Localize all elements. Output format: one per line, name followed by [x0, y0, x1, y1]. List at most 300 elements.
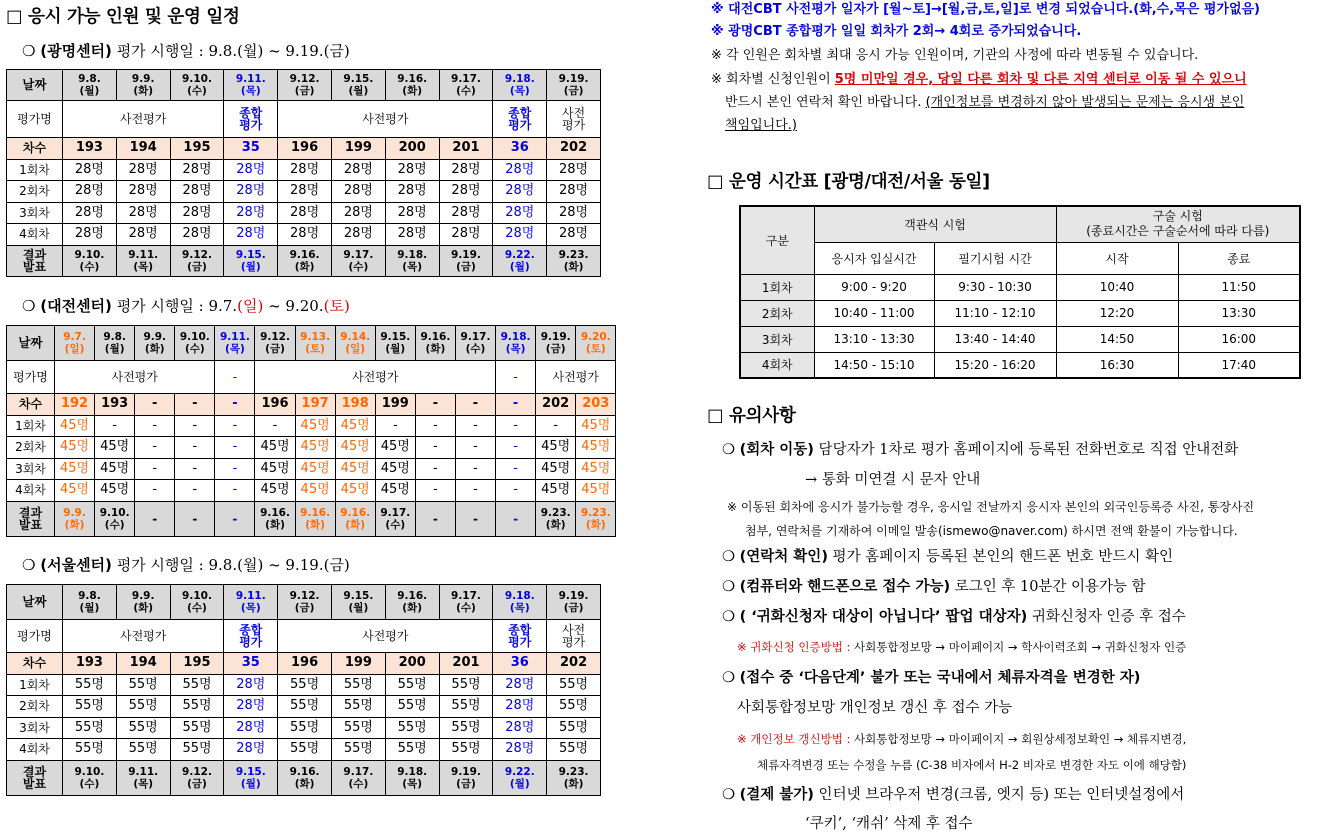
capacity-cell: 28명: [224, 159, 278, 181]
session-row: [7, 458, 616, 480]
result-cell: [385, 245, 439, 276]
line-1: 9.19.: [451, 765, 481, 778]
capacity-cell: 45명: [295, 437, 335, 459]
line-2: (월): [348, 85, 369, 97]
eval-row: [7, 101, 601, 138]
line-1: 9.11.: [219, 331, 250, 343]
line-2: (화): [402, 85, 423, 97]
eval-row: [7, 620, 601, 653]
date-cell: [224, 70, 278, 101]
line-1: 9.14.: [340, 331, 371, 343]
timetable-row: [740, 352, 1300, 378]
round-cell: 200: [385, 653, 439, 675]
line-2: (화): [265, 518, 285, 531]
eval-label: 평가명: [7, 620, 63, 653]
capacity-cell: 28명: [63, 202, 117, 224]
line-1: 9.15.: [235, 248, 266, 261]
capacity-cell: 45명: [295, 480, 335, 502]
line-2: (목): [509, 602, 530, 614]
session-row: [7, 202, 601, 224]
capacity-cell: 28명: [63, 181, 117, 203]
center-name: (광명센터): [40, 42, 112, 60]
capacity-cell: 55명: [331, 674, 385, 696]
result-cell: [224, 245, 278, 276]
header-entry-time: 응시자 입실시간: [814, 242, 934, 274]
capacity-cell: 45명: [335, 437, 375, 459]
capacity-cell: 28명: [278, 224, 332, 246]
result-cell: [224, 760, 278, 795]
round-label: 차수: [7, 138, 63, 160]
date-row: [7, 326, 616, 361]
line-2: (금): [294, 602, 315, 614]
eval-pre: 사전평가: [278, 101, 493, 138]
date-cell: [335, 326, 375, 361]
line-1: 9.10.: [99, 506, 130, 519]
line-1: 9.18.: [504, 590, 535, 602]
eval-row: [7, 361, 616, 394]
round-row: [7, 138, 601, 160]
capacity-cell: 28명: [493, 181, 547, 203]
round-row: [7, 394, 616, 416]
result-date: -: [192, 511, 198, 526]
capacity-cell: 45명: [576, 480, 616, 502]
session-label: 1회차: [740, 274, 814, 300]
result-cell: [63, 245, 117, 276]
capacity-cell: -: [536, 415, 576, 437]
round-cell: 199: [331, 653, 385, 675]
line-2: (수): [104, 518, 125, 531]
time-cell: 16:00: [1178, 326, 1300, 352]
gwangmyeong-schedule-table: [6, 69, 601, 277]
eval-pre: 사전평가: [255, 361, 496, 394]
date-cell: [278, 585, 332, 620]
line-2: 발표: [22, 776, 47, 791]
date-cell: [224, 585, 278, 620]
capacity-cell: 45명: [576, 458, 616, 480]
round-cell: 36: [493, 653, 547, 675]
result-cell: [335, 501, 375, 536]
result-cell: [385, 760, 439, 795]
date-cell: [278, 70, 332, 101]
time-cell: 13:30: [1178, 300, 1300, 326]
line-2: (수): [385, 518, 406, 531]
date-cell: [55, 326, 95, 361]
session-label: 4회차: [7, 224, 63, 246]
date-label: 날짜: [7, 70, 63, 101]
header-start: 시작: [1056, 242, 1178, 274]
capacity-cell: -: [375, 415, 415, 437]
date-cell: [63, 585, 117, 620]
line-2: (화): [585, 518, 606, 531]
line-1: 9.13.: [300, 331, 331, 343]
time-cell: 9:30 - 10:30: [934, 274, 1056, 300]
result-cell: [439, 245, 493, 276]
line-1: 9.19.: [558, 73, 589, 85]
line-2: 발표: [22, 259, 47, 274]
session-label: 1회차: [7, 415, 55, 437]
date-cell: [175, 326, 215, 361]
round-cell: 36: [493, 138, 547, 160]
capacity-cell: -: [135, 437, 175, 459]
capacity-cell: 28명: [547, 159, 601, 181]
capacity-cell: 28명: [170, 181, 224, 203]
capacity-cell: 45명: [335, 415, 375, 437]
line-2: (목): [133, 260, 154, 273]
date-cell: [536, 326, 576, 361]
result-cell: [331, 245, 385, 276]
session-row: [7, 159, 601, 181]
line-1: 9.19.: [451, 248, 481, 261]
line-1: 종합: [239, 106, 263, 120]
eval-dash: -: [496, 361, 536, 394]
session-label: 1회차: [7, 674, 63, 696]
session-label: 4회차: [7, 480, 55, 502]
line-1: 결과: [22, 764, 47, 779]
capacity-cell: 55명: [385, 739, 439, 761]
date-cell: [439, 70, 493, 101]
date-cell: [331, 70, 385, 101]
capacity-cell: 45명: [536, 458, 576, 480]
timetable-row: [740, 300, 1300, 326]
round-cell: 196: [255, 394, 295, 416]
result-cell: [170, 245, 224, 276]
session-row: [7, 437, 616, 459]
capacity-cell: -: [135, 415, 175, 437]
date-cell: [385, 70, 439, 101]
capacity-cell: -: [135, 458, 175, 480]
time-cell: 14:50: [1056, 326, 1178, 352]
line-1: 9.20.: [580, 331, 611, 343]
result-date: -: [432, 511, 438, 526]
capacity-cell: 55명: [439, 739, 493, 761]
capacity-cell: 28명: [170, 159, 224, 181]
eval-last: [547, 101, 601, 138]
capacity-cell: 55명: [116, 739, 170, 761]
capacity-cell: 55명: [278, 739, 332, 761]
line-2: (금): [545, 343, 566, 355]
line-1: 사전: [561, 623, 586, 637]
date-cell: [331, 585, 385, 620]
line-1: 9.8.: [78, 590, 101, 602]
session-row: [7, 674, 601, 696]
round-cell: 199: [375, 394, 415, 416]
notices: ※ 대전CBT 사전평가 일자가 [월~토]→[월,금,토,일]로 변경 되었습니다.(화,수,목은 평가없음) ※ 광명CBT 종합평가 일일 회차가 2회→ 4회로 증가되었습니다. ※ 각 인원은 회차별 최대 응시 가능 인원이며, 기관의 사정에 따라 변동될 수 있습니다. ※ 회차별 신청인원이 5명 미만일 경우, 당일 다른 회차 및 다른 지역 센터로 이동 될 수 있으니 반드시 본인 연락처 확인 바랍니다. (개인정보를 변경하지 않아 발생되는 문제는 응시생 본인 책임입니다.): [711, 2, 1260, 133]
line-1: 9.9.: [131, 73, 155, 85]
capacity-cell: 55명: [278, 717, 332, 739]
capacity-cell: 28명: [493, 224, 547, 246]
naturalization-method: ※ 귀화신청 인증방법 : 사회통합정보망 → 마이페이지 → 학사이력조회 → 귀화신청자 인증: [737, 640, 1187, 654]
time-cell: 15:20 - 16:20: [934, 352, 1056, 378]
capacity-cell: 28명: [385, 181, 439, 203]
line-1: 9.10.: [179, 331, 210, 343]
date-cell: [95, 326, 135, 361]
round-cell: 198: [335, 394, 375, 416]
line-1: 9.10.: [182, 590, 212, 602]
date-cell: [116, 585, 170, 620]
capacity-cell: 45명: [55, 458, 95, 480]
result-row: [7, 245, 601, 276]
capacity-cell: 55명: [547, 717, 601, 739]
round-cell: 35: [224, 653, 278, 675]
line-1: 9.11.: [235, 73, 266, 85]
notice-capacity: ※ 각 인원은 회차별 최대 응시 가능 인원이며, 기관의 사정에 따라 변동될 수 있습니다.: [711, 48, 1199, 63]
date-cell: [455, 326, 495, 361]
eval-comp: [493, 620, 547, 653]
date-cell: [547, 585, 601, 620]
time-cell: 17:40: [1178, 352, 1300, 378]
daejeon-schedule-table: [6, 325, 616, 537]
capacity-cell: 55명: [439, 696, 493, 718]
capacity-cell: 45명: [375, 480, 415, 502]
round-cell: 196: [278, 653, 332, 675]
line-2: (목): [240, 602, 261, 614]
line-1: 9.16.: [289, 248, 320, 261]
capacity-cell: 28명: [224, 696, 278, 718]
capacity-cell: 28명: [331, 159, 385, 181]
capacity-cell: 28명: [278, 181, 332, 203]
line-2: (월): [79, 602, 100, 614]
line-1: 사전: [561, 106, 586, 120]
line-2: (목): [509, 85, 530, 97]
capacity-cell: -: [415, 458, 455, 480]
line-2: (화): [133, 85, 154, 97]
capacity-cell: 28명: [547, 224, 601, 246]
date-cell: [295, 326, 335, 361]
result-cell: [278, 245, 332, 276]
line-1: 9.23.: [558, 765, 589, 778]
capacity-cell: 55명: [331, 696, 385, 718]
capacity-cell: 28명: [385, 224, 439, 246]
capacity-cell: 28명: [493, 739, 547, 761]
notice-daejeon-change: ※ 대전CBT 사전평가 일자가 [월~토]→[월,금,토,일]로 변경 되었습니다.(화,수,목은 평가없음): [711, 2, 1260, 17]
result-cell: [135, 501, 175, 536]
eval-dash: -: [215, 361, 255, 394]
header-written: 객관식 시험: [814, 206, 1056, 242]
time-cell: 11:10 - 12:10: [934, 300, 1056, 326]
operation-timetable-title: □ 운영 시간표 [광명/대전/서울 동일]: [707, 172, 990, 192]
line-1: 9.12.: [182, 765, 212, 778]
result-cell: [547, 760, 601, 795]
eval-pre: 사전평가: [278, 620, 493, 653]
round-cell: 193: [63, 653, 117, 675]
line-1: 9.22.: [504, 765, 535, 778]
date-cell: [116, 70, 170, 101]
session-label: 3회차: [7, 202, 63, 224]
line-2: (목): [240, 85, 261, 97]
eval-pre: 사전평가: [55, 361, 215, 394]
header-oral: 구술 시험 (종료시간은 구술순서에 따라 다름): [1056, 206, 1300, 242]
line-2: (금): [563, 602, 584, 614]
refund-note-1: ※ 이동된 회차에 응시가 불가능할 경우, 응시일 전날까지 응시자 본인의 외국인등록증 사진, 통장사진: [727, 500, 1255, 514]
line-1: 9.12.: [260, 331, 290, 343]
line-2: (금): [456, 777, 476, 790]
round-cell: 201: [439, 138, 493, 160]
round-cell: 194: [116, 653, 170, 675]
capacity-cell: 45명: [576, 415, 616, 437]
session-label: 4회차: [7, 739, 63, 761]
date-cell: [385, 585, 439, 620]
line-1: 9.17.: [380, 506, 411, 519]
line-1: 9.16.: [289, 765, 320, 778]
date-cell: [415, 326, 455, 361]
capacity-cell: 55명: [63, 739, 117, 761]
round-cell: -: [135, 394, 175, 416]
caution-payment: ❍ (결제 불가) 인터넷 브라우저 변경(크롬, 엣지 등) 또는 인터넷설정에서: [722, 787, 1185, 803]
line-1: 9.18.: [504, 73, 535, 85]
capacity-cell: 28명: [116, 159, 170, 181]
result-cell: [375, 501, 415, 536]
line-2: (화): [425, 343, 446, 355]
capacity-cell: -: [135, 480, 175, 502]
date-cell: [170, 585, 224, 620]
timetable-row: [740, 274, 1300, 300]
result-cell: [331, 760, 385, 795]
capacity-cell: 28명: [439, 181, 493, 203]
time-cell: 12:20: [1056, 300, 1178, 326]
capacity-cell: -: [175, 458, 215, 480]
line-2: (월): [509, 777, 530, 790]
info-update-method: ※ 개인정보 갱신방법 : 사회통합정보망 → 마이페이지 → 회원상세정보확인 → 체류지변경,: [737, 732, 1187, 746]
date-cell: [439, 585, 493, 620]
capacity-cell: 28명: [224, 202, 278, 224]
line-2: 발표: [18, 517, 43, 532]
result-cell: [295, 501, 335, 536]
capacity-cell: 55명: [116, 717, 170, 739]
line-2: (일): [64, 343, 85, 355]
line-2: (수): [187, 85, 207, 97]
line-1: 9.7.: [63, 331, 86, 343]
line-2: (수): [465, 343, 486, 355]
time-cell: 13:40 - 14:40: [934, 326, 1056, 352]
line-1: 9.15.: [380, 331, 411, 343]
eval-pre: 사전평가: [63, 101, 224, 138]
line-2: (목): [133, 777, 154, 790]
capacity-cell: 28명: [385, 202, 439, 224]
round-cell: 197: [295, 394, 335, 416]
capacity-cell: 28명: [63, 224, 117, 246]
line-2: (금): [187, 260, 207, 273]
capacity-cell: -: [496, 480, 536, 502]
cautions-title: □ 유의사항: [707, 406, 796, 426]
round-cell: -: [455, 394, 495, 416]
capacity-cell: 55명: [331, 717, 385, 739]
line-1: 9.16.: [260, 506, 290, 519]
capacity-cell: 28명: [385, 159, 439, 181]
refund-note-2: 첨부, 연락처를 기재하여 이메일 발송(ismewo@naver.com) 하시면 전액 환불이 가능합니다.: [745, 524, 1238, 538]
timetable-row: [740, 326, 1300, 352]
result-date: -: [472, 511, 478, 526]
capacity-cell: 28명: [547, 202, 601, 224]
line-2: (화): [345, 518, 366, 531]
capacity-cell: 45명: [255, 437, 295, 459]
capacity-cell: 28명: [170, 224, 224, 246]
capacity-cell: 28명: [493, 696, 547, 718]
line-1: 9.16.: [340, 506, 371, 519]
capacity-cell: 55명: [278, 674, 332, 696]
capacity-cell: 28명: [116, 181, 170, 203]
line-2: 평가: [239, 635, 263, 649]
line-1: 9.23.: [580, 506, 611, 519]
session-row: [7, 224, 601, 246]
capacity-cell: 55명: [547, 674, 601, 696]
line-1: 9.11.: [128, 248, 159, 261]
line-2: (월): [240, 260, 261, 273]
capacity-cell: 55명: [170, 674, 224, 696]
line-1: 9.10.: [74, 248, 105, 261]
capacity-cell: -: [415, 437, 455, 459]
line-2: (화): [133, 602, 154, 614]
line-1: 9.16.: [397, 73, 428, 85]
header-gubun: 구분: [740, 206, 814, 274]
line-2: (수): [184, 343, 205, 355]
line-2: (목): [402, 777, 423, 790]
operation-timetable: [739, 205, 1301, 379]
line-2: (월): [240, 777, 261, 790]
time-cell: 14:50 - 15:10: [814, 352, 934, 378]
line-2: (수): [79, 260, 100, 273]
capacity-cell: 28명: [493, 674, 547, 696]
capacity-cell: 28명: [224, 717, 278, 739]
capacity-cell: -: [455, 458, 495, 480]
line-1: 9.15.: [235, 765, 266, 778]
round-cell: -: [215, 394, 255, 416]
capacity-cell: 45명: [536, 480, 576, 502]
header-written-time: 필기시험 시간: [934, 242, 1056, 274]
line-2: (토): [585, 343, 606, 355]
result-date: -: [232, 511, 238, 526]
round-cell: 202: [547, 138, 601, 160]
line-2: (수): [456, 602, 476, 614]
line-2: (금): [265, 343, 285, 355]
date-cell: [493, 585, 547, 620]
capacity-cell: 45명: [255, 480, 295, 502]
line-2: (화): [64, 518, 85, 531]
capacity-cell: 55명: [170, 717, 224, 739]
round-cell: 192: [55, 394, 95, 416]
notice-move: ※ 회차별 신청인원이 5명 미만일 경우, 당일 다른 회차 및 다른 지역 센터로 이동 될 수 있으니: [711, 72, 1247, 87]
time-cell: 16:30: [1056, 352, 1178, 378]
round-cell: 200: [385, 138, 439, 160]
line-1: 9.12.: [289, 590, 320, 602]
period-label: 평가 시행일 :: [116, 556, 209, 574]
period-label: 평가 시행일 :: [116, 297, 209, 315]
capacity-cell: 28명: [170, 202, 224, 224]
session-label: 3회차: [7, 458, 55, 480]
line-2: (목): [402, 260, 423, 273]
time-cell: 10:40: [1056, 274, 1178, 300]
result-cell: [493, 245, 547, 276]
capacity-cell: 28명: [116, 202, 170, 224]
line-2: (수): [348, 260, 369, 273]
round-cell: 194: [116, 138, 170, 160]
time-cell: 9:00 - 9:20: [814, 274, 934, 300]
line-1: 9.19.: [558, 590, 589, 602]
capacity-cell: 55명: [170, 739, 224, 761]
capacity-cell: 28명: [331, 181, 385, 203]
result-cell: [116, 760, 170, 795]
result-cell: [116, 245, 170, 276]
line-1: 종합: [508, 623, 532, 637]
line-1: 9.16.: [420, 331, 451, 343]
session-label: 3회차: [7, 717, 63, 739]
capacity-cell: 45명: [375, 458, 415, 480]
line-1: 9.10.: [182, 73, 212, 85]
date-cell: [547, 70, 601, 101]
caution-device: ❍ (컴퓨터와 핸드폰으로 접수 가능) 로그인 후 10분간 이용가능 함: [722, 579, 1146, 595]
eval-comp: [224, 101, 278, 138]
capacity-cell: 28명: [439, 159, 493, 181]
line-2: (화): [545, 518, 566, 531]
